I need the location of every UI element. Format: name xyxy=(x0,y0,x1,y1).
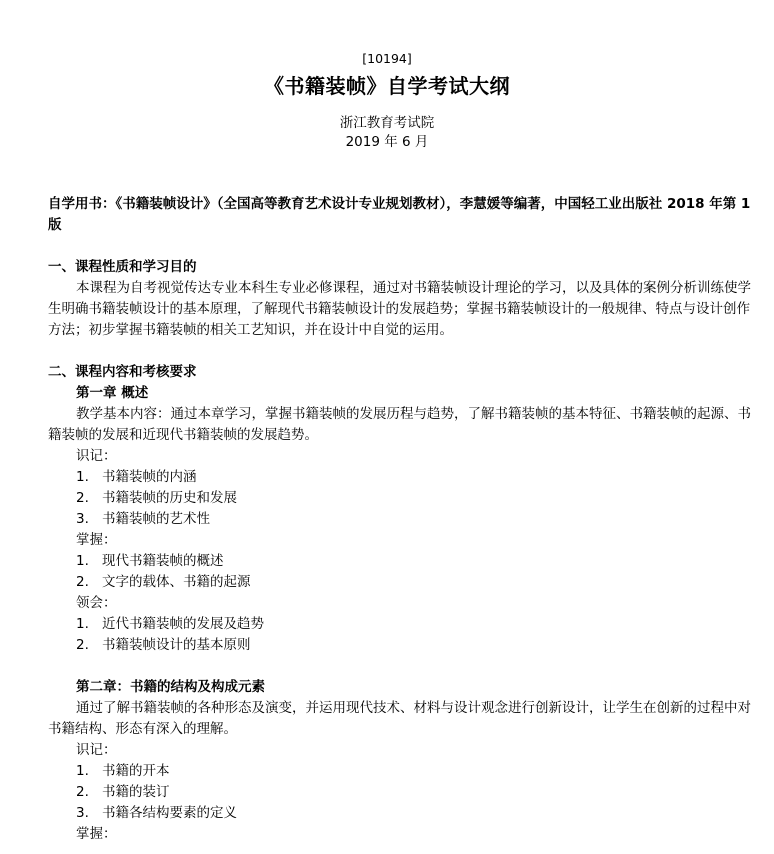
list-item: 1. 现代书籍装帧的概述 xyxy=(76,553,224,569)
document-title: 《书籍装帧》自学考试大纲 xyxy=(264,74,510,98)
document-body xyxy=(48,194,754,845)
section-paragraph-1: 本课程为自考视觉传达专业本科生专业必修课程，通过对书籍装帧设计理论的学习，以及具体的案例分析训练使学生明确书籍装帧设计的基本原理，了解现代书籍装帧设计的发展趋势；掌握书籍装帧设计的一般规律、特点与设计创作方法；初步掌握书籍装帧的相关工艺知识，并在设计中自觉的运用。 xyxy=(48,280,751,338)
list-item: 2. 书籍装帧的历史和发展 xyxy=(76,490,237,506)
issuing-organization: 浙江教育考试院 xyxy=(339,115,435,131)
list-item: 2. 书籍装帧设计的基本原则 xyxy=(76,637,251,653)
chapter-intro-2: 通过了解书籍装帧的各种形态及演变，并运用现代技术、材料与设计观念进行创新设计，让学生在创新的过程中对书籍结构、形态有深入的理解。 xyxy=(48,700,751,737)
group-label: 掌握： xyxy=(76,826,117,842)
group-label: 识记： xyxy=(76,448,117,464)
list-item: 1. 近代书籍装帧的发展及趋势 xyxy=(76,616,264,632)
list-item: 3. 书籍各结构要素的定义 xyxy=(76,805,237,821)
chapter-intro-1: 教学基本内容：通过本章学习，掌握书籍装帧的发展历程与趋势，了解书籍装帧的基本特征、书籍装帧的起源、书籍装帧的发展和近现代书籍装帧的发展趋势。 xyxy=(48,406,751,443)
group-label: 识记： xyxy=(76,742,117,758)
list-item: 1. 书籍的开本 xyxy=(76,763,170,779)
issue-date: 2019 年 6 月 xyxy=(345,134,429,150)
group-label: 领会： xyxy=(76,595,117,611)
group-label: 掌握： xyxy=(76,532,117,548)
chapter-title-2: 第二章：书籍的结构及构成元素 xyxy=(76,679,265,695)
chapter-title-1: 第一章 概述 xyxy=(76,385,149,401)
section-heading-1: 一、课程性质和学习目的 xyxy=(48,259,197,275)
course-code: [10194] xyxy=(362,51,412,66)
textbook-line: 自学用书：《书籍装帧设计》（全国高等教育艺术设计专业规划教材），李慧媛等编著，中国轻工业出版社 2018 年第 1 版 xyxy=(48,196,751,233)
list-item: 3. 书籍装帧的艺术性 xyxy=(76,511,210,527)
list-item: 2. 文字的载体、书籍的起源 xyxy=(76,574,251,590)
section-heading-2: 二、课程内容和考核要求 xyxy=(48,364,197,380)
list-item: 2. 书籍的装订 xyxy=(76,784,170,800)
list-item: 1. 书籍装帧的内涵 xyxy=(76,469,197,485)
